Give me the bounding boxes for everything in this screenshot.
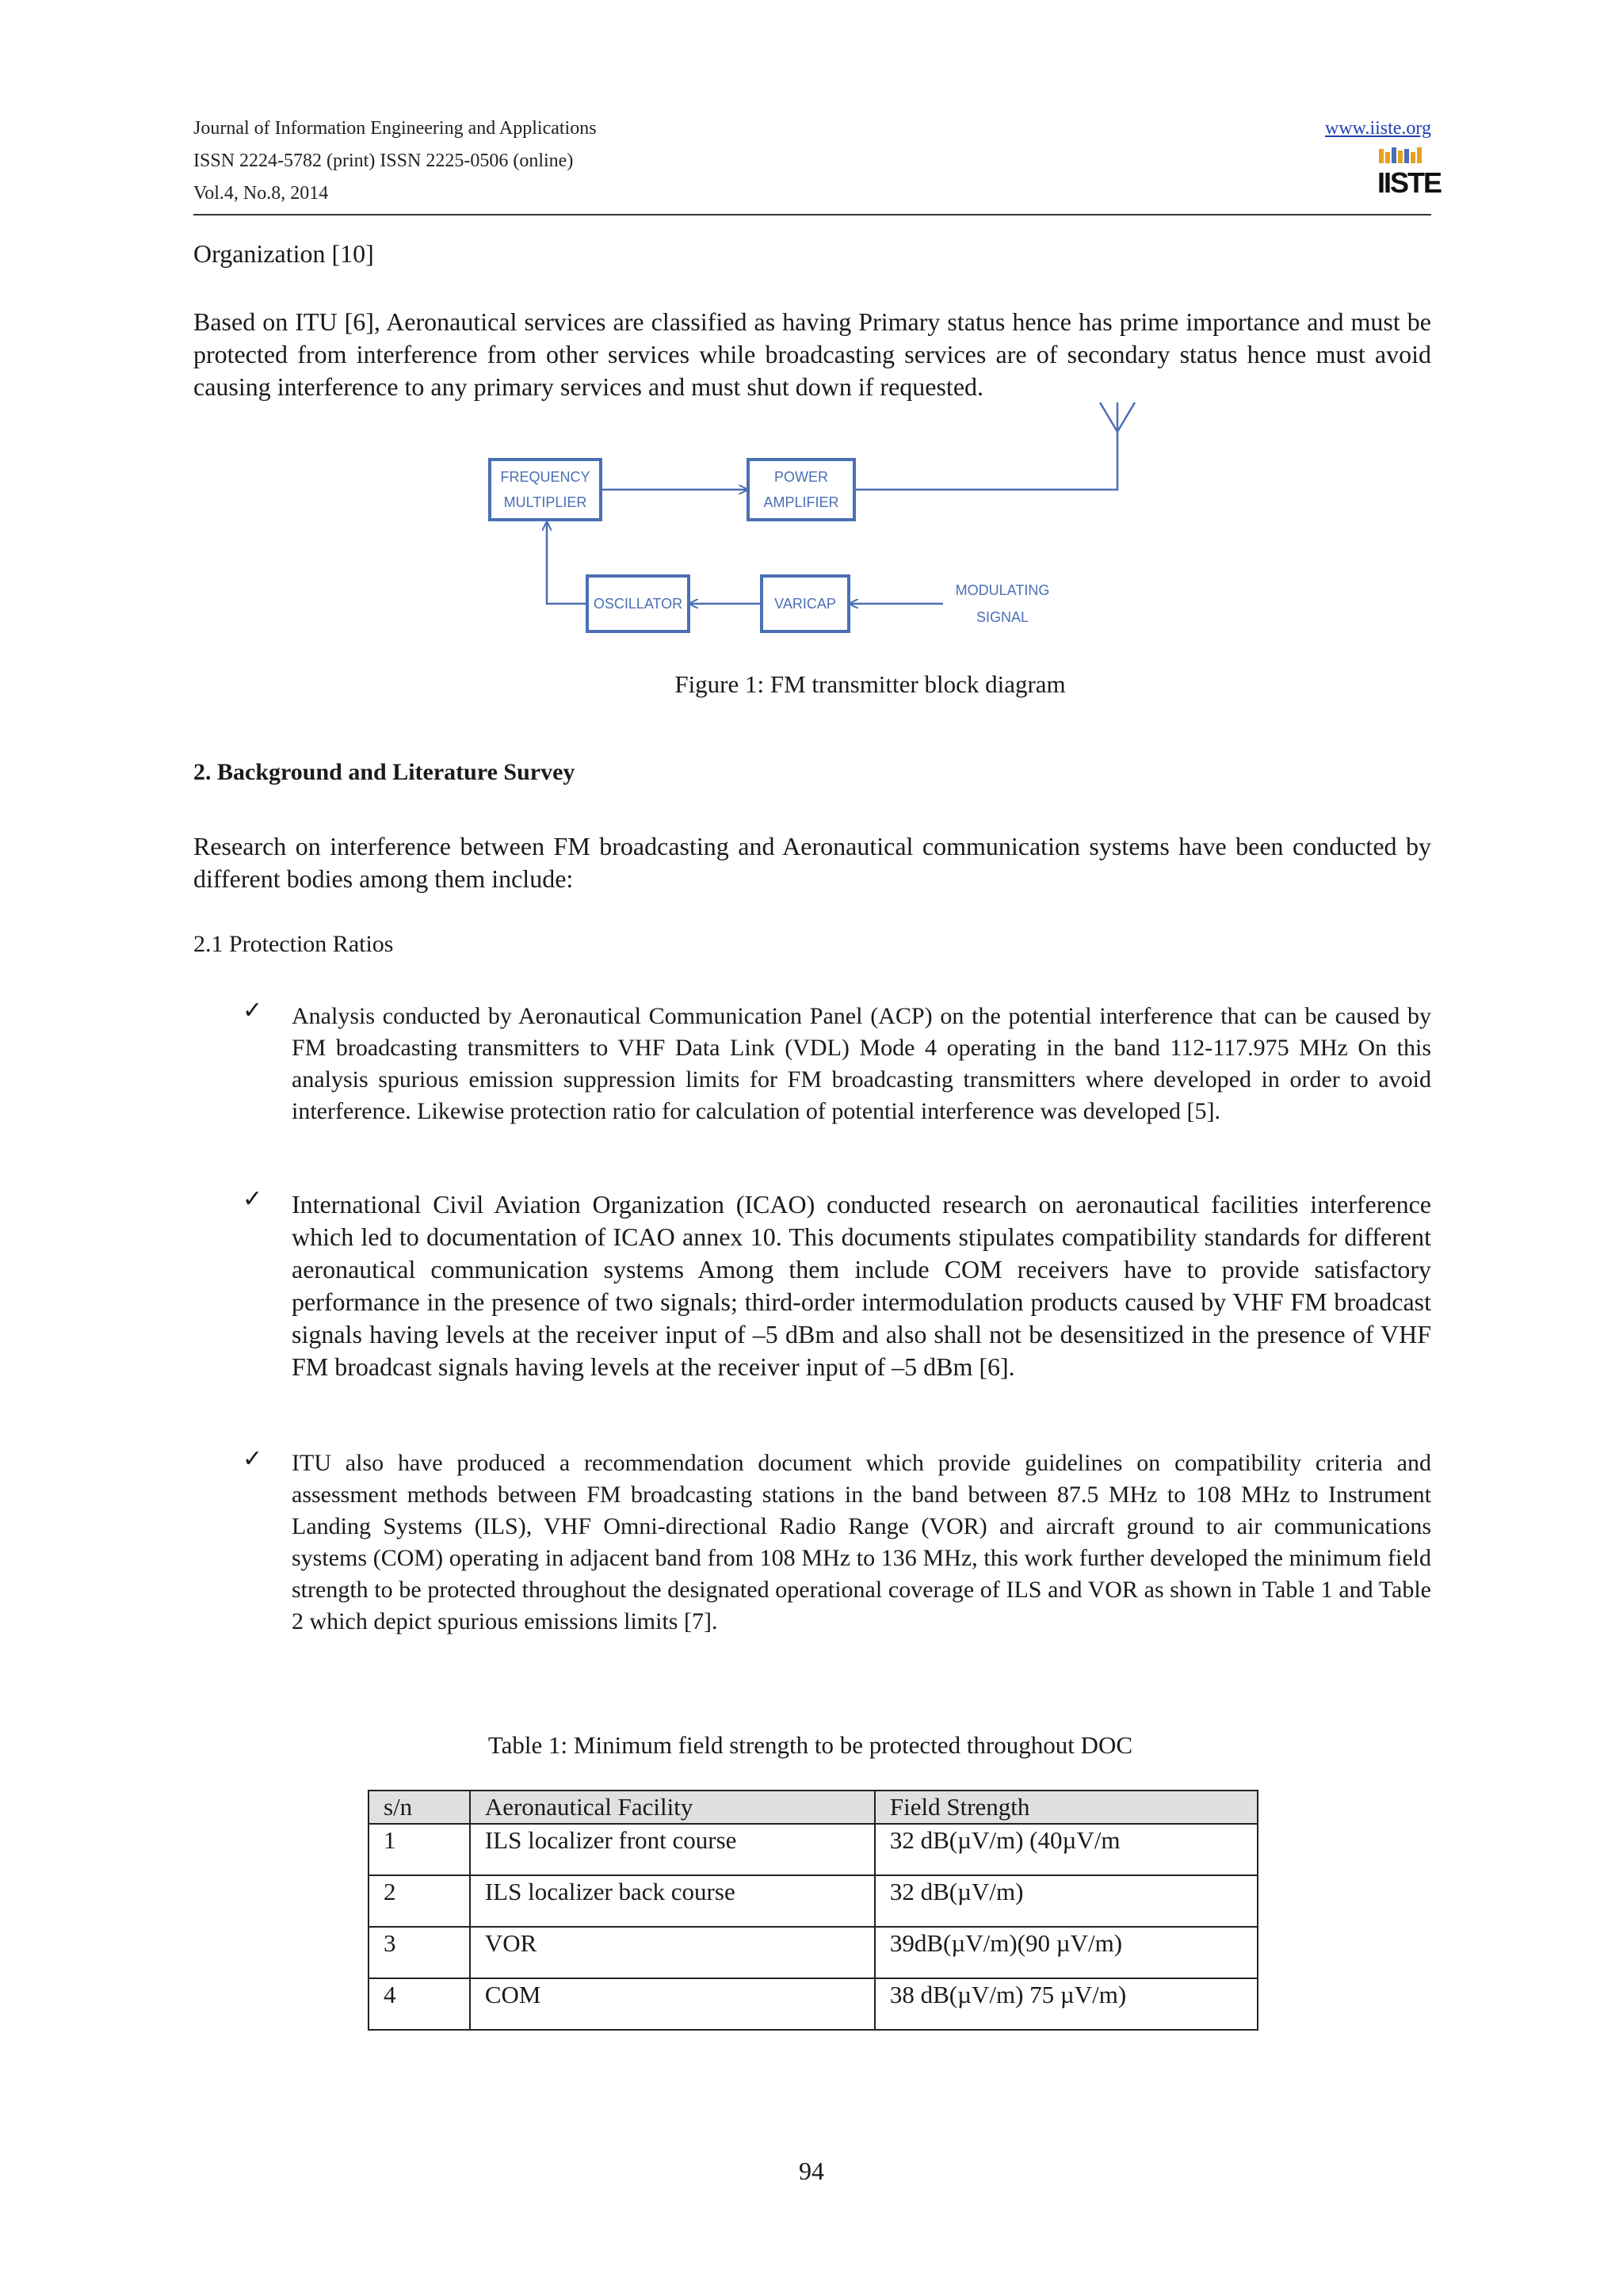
issn: ISSN 2224-5782 (print) ISSN 2225-0506 (online) xyxy=(193,151,574,171)
table-header-cell: s/n xyxy=(369,1791,470,1824)
bullet-itu: ITU also have produced a recommendation document which provide guidelines on compatibility criteria and assessment methods between FM broadcasting stations in the band between 87.5 MHz to 108 MHz to Instrument Landing Systems (ILS), VHF Omni-directional Radio Range (VOR) and aircraft ground to air communications systems (COM) operating in adjacent band from 108 MHz to 136 MHz, this work further developed the minimum field strength to be protected throughout the designated operational coverage of ILS and VOR as shown in Table 1 and Table 2 which depict spurious emissions limits [7]. xyxy=(292,1450,1431,1634)
section-paragraph: Research on interference between FM broadcasting and Aeronautical communication systems have been conducted by different bodies among them include: xyxy=(193,832,1431,893)
frequency-multiplier-label: FREQUENCY MULTIPLIER xyxy=(500,469,590,510)
oscillator-label: OSCILLATOR xyxy=(593,596,683,612)
organization-ref: Organization [10] xyxy=(193,239,374,268)
journal-title: Journal of Information Engineering and Applications xyxy=(193,118,597,139)
modulating-signal-label: MODULATING SIGNAL xyxy=(955,582,1050,625)
power-amplifier-label: POWER AMPLIFIER xyxy=(763,469,839,510)
volume: Vol.4, No.8, 2014 xyxy=(193,183,329,204)
check-icon: ✓ xyxy=(242,1445,263,1473)
section-heading: 2. Background and Literature Survey xyxy=(193,759,575,785)
table-header-cell: Field Strength xyxy=(875,1791,1258,1824)
check-icon: ✓ xyxy=(242,1185,263,1213)
table-caption: Table 1: Minimum field strength to be protected throughout DOC xyxy=(487,1731,1133,1759)
figure-caption: Figure 1: FM transmitter block diagram xyxy=(674,670,1066,698)
table-row: 4 COM 38 dB(µV/m) 75 µV/m) xyxy=(369,1978,1258,2030)
website-link[interactable]: www.iiste.org xyxy=(1325,118,1431,139)
iiste-logo xyxy=(1377,146,1442,206)
intro-paragraph: Based on ITU [6], Aeronautical services are classified as having Primary status hence has prime importance and must be protected from interference from other services while broadcasting services are of secondary status hence must avoid causing interference to any primary services and must shut down if requested. xyxy=(193,307,1431,401)
page-number: 94 xyxy=(799,2157,824,2185)
bullet-icao: International Civil Aviation Organization (ICAO) conducted research on aeronautical facilities interference which led to documentation of ICAO annex 10. This documents stipulates compatibility standards for different aeronautical communication systems Among them include COM receivers have to provide satisfactory performance in the presence of two signals; third-order intermodulation products caused by VHF FM broadcast signals having levels at the receiver input of –5 dBm and also shall not be desensitized in the presence of VHF FM broadcast signals having levels at the receiver input of –5 dBm [6]. xyxy=(292,1190,1431,1381)
table-row: 1 ILS localizer front course 32 dB(µV/m) (40µV/m xyxy=(369,1824,1258,1875)
check-icon: ✓ xyxy=(242,997,263,1024)
table-row: 2 ILS localizer back course 32 dB(µV/m) xyxy=(369,1875,1258,1927)
table-row: 3 VOR 39dB(µV/m)(90 µV/m) xyxy=(369,1927,1258,1978)
field-strength-table xyxy=(368,1790,1258,2031)
subsection-heading: 2.1 Protection Ratios xyxy=(193,931,394,957)
header-rule xyxy=(193,214,1431,215)
table-header-cell: Aeronautical Facility xyxy=(470,1791,875,1824)
bullet-acp: Analysis conducted by Aeronautical Communication Panel (ACP) on the potential interference that can be caused by FM broadcasting transmitters to VHF Data Link (VDL) Mode 4 operating in the band 112-117.975 MHz On this analysis spurious emission suppression limits for FM broadcasting transmitters where developed in order to avoid interference. Likewise protection ratio for calculation of potential interference was developed [5]. xyxy=(292,1003,1431,1124)
varicap-label: VARICAP xyxy=(774,596,836,612)
table-header-row xyxy=(369,1791,1258,1824)
iiste-logo-text: IISTE xyxy=(1377,166,1442,199)
